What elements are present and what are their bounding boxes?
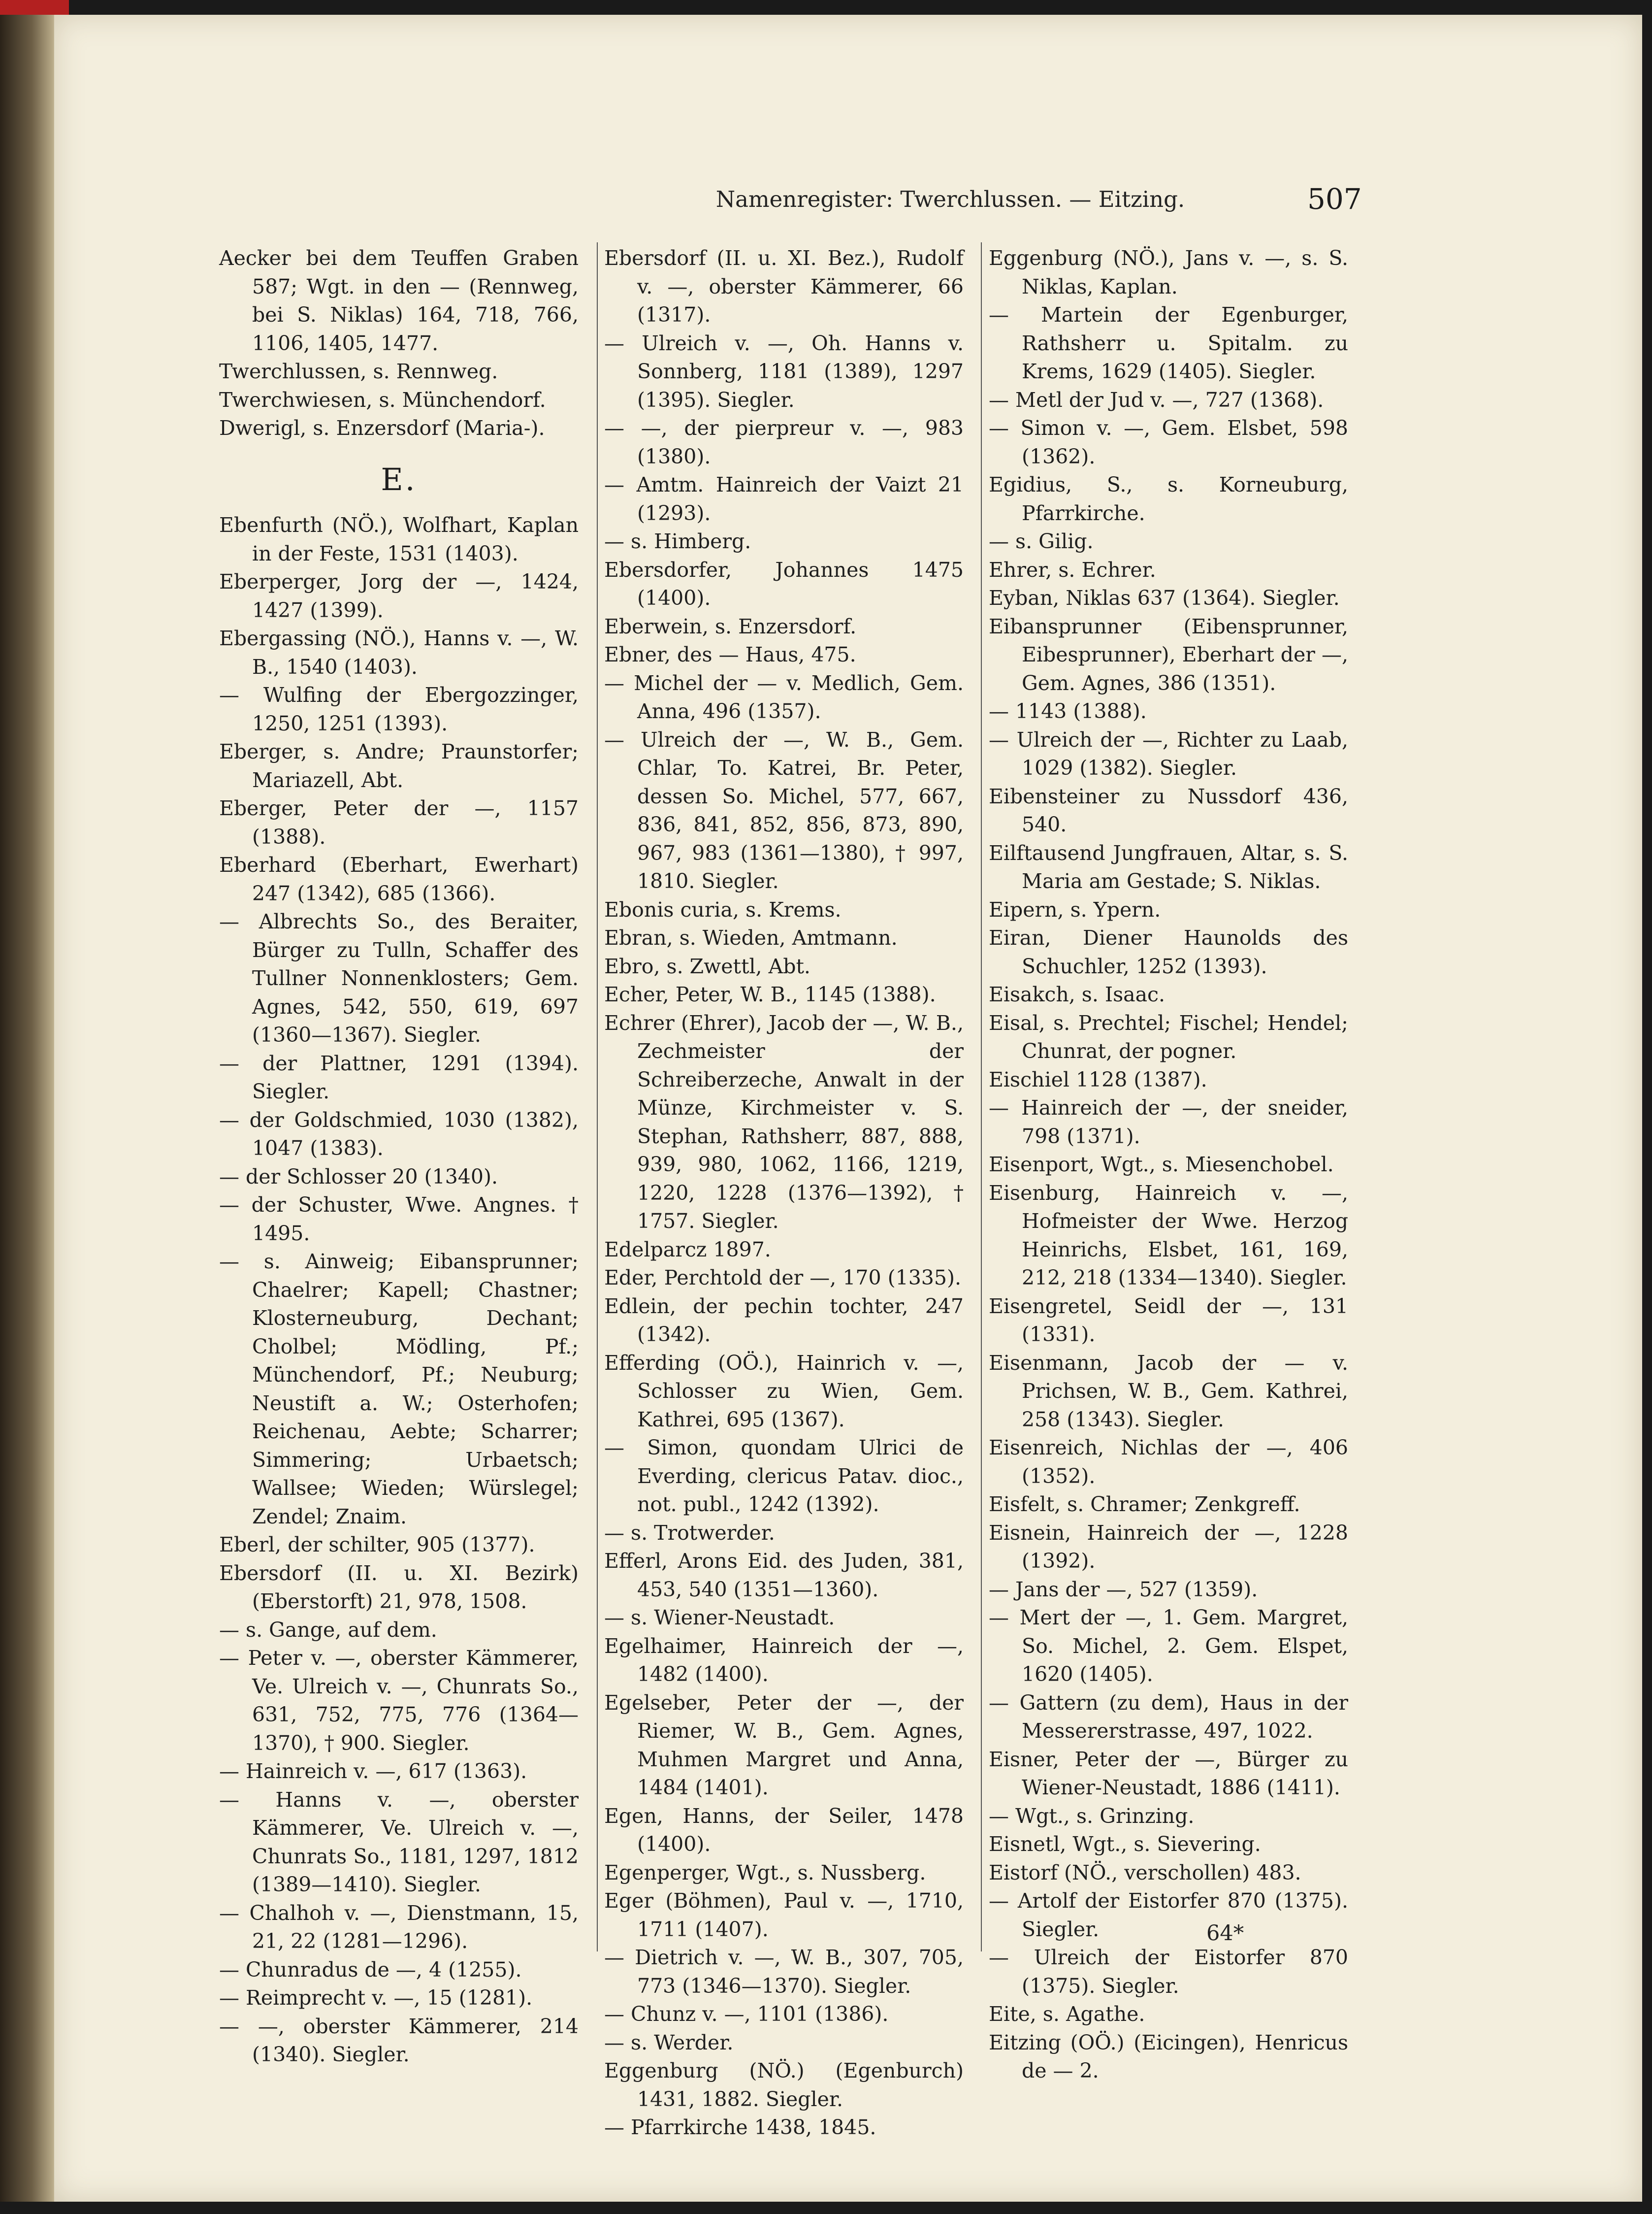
index-entry: Ebro, s. Zwettl, Abt. — [604, 954, 810, 978]
index-entry: Eggenburg (NÖ.), Jans v. —, s. S. Niklas, Kaplan. — [989, 246, 1348, 298]
index-entry: Ebersdorf (II. u. XI. Bez.), Rudolf v. —, oberster Kämmerer, 66 (1317). — [604, 246, 964, 327]
index-entry: Eite, s. Agathe. — [989, 2002, 1145, 2026]
index-entry: Eberger, Peter der —, 1157 (1388). — [219, 796, 579, 849]
index-entry: Eibansprunner (Eibensprunner, Eibesprunner), Eberhart der —, Gem. Agnes, 386 (1351). — [989, 614, 1348, 695]
index-entry: Eitzing (OÖ.) (Eicingen), Henricus de — 2. — [989, 2030, 1348, 2082]
index-entry: Eipern, s. Ypern. — [989, 897, 1161, 922]
index-entry: — s. Trotwerder. — [604, 1520, 775, 1545]
index-entry: Eisfelt, s. Chramer; Zenkgreff. — [989, 1492, 1300, 1516]
index-entry: — Ulreich v. —, Oh. Hanns v. Sonnberg, 1181 (1389), 1297 (1395). Siegler. — [604, 331, 964, 412]
index-entry: Eibensteiner zu Nussdorf 436, 540. — [989, 784, 1348, 836]
index-entry: — Hainreich der —, der sneider, 798 (1371). — [989, 1096, 1348, 1148]
column-2-entries — [604, 244, 964, 2142]
index-entry: — Chalhoh v. —, Dienstmann, 15, 21, 22 (1281—1296). — [219, 1901, 579, 1953]
index-entry: — Ulreich der Eistorfer 870 (1375). Siegler. — [989, 1946, 1348, 1998]
index-column-3 — [989, 244, 1348, 2085]
index-entry: Ebergassing (NÖ.), Hanns v. —, W. B., 1540 (1403). — [219, 627, 579, 679]
index-entry: Dwerigl, s. Enzersdorf (Maria-). — [219, 416, 545, 440]
index-entry: — s. Werder. — [604, 2030, 734, 2054]
index-entry: — Mert der —, 1. Gem. Margret, So. Michel, 2. Gem. Elspet, 1620 (1405). — [989, 1606, 1348, 1686]
index-entry: — Michel der — v. Medlich, Gem. Anna, 496 (1357). — [604, 671, 964, 723]
index-column-1 — [219, 244, 579, 2069]
index-entry: — Peter v. —, oberster Kämmerer, Ve. Ulreich v. —, Chunrats So., 631, 752, 775, 776 (1364—1370), † 900. Siegler. — [219, 1646, 579, 1755]
index-entry: Ebersdorfer, Johannes 1475 (1400). — [604, 558, 964, 610]
red-corner-mark — [0, 0, 69, 15]
index-entry: — Metl der Jud v. —, 727 (1368). — [989, 388, 1324, 412]
index-entry: Eberwein, s. Enzersdorf. — [604, 614, 857, 638]
index-entry: Eisnein, Hainreich der —, 1228 (1392). — [989, 1520, 1348, 1573]
index-entry: — Jans der —, 527 (1359). — [989, 1577, 1258, 1601]
index-entry: Eisenreich, Nichlas der —, 406 (1352). — [989, 1436, 1348, 1488]
index-entry: — der Schuster, Wwe. Angnes. † 1495. — [219, 1193, 579, 1245]
index-entry: — Gattern (zu dem), Haus in der Messererstrasse, 497, 1022. — [989, 1690, 1348, 1743]
index-entry: — Wulfing der Ebergozzinger, 1250, 1251 (1393). — [219, 683, 579, 735]
index-entry: Ehrer, s. Echrer. — [989, 558, 1156, 582]
index-entry: Eder, Perchtold der —, 170 (1335). — [604, 1266, 961, 1289]
index-entry: Eistorf (NÖ., verschollen) 483. — [989, 1860, 1301, 1884]
index-entry: Egelhaimer, Hainreich der —, 1482 (1400). — [604, 1634, 964, 1686]
index-entry: — Hainreich v. —, 617 (1363). — [219, 1759, 527, 1783]
index-entry: — 1143 (1388). — [989, 699, 1147, 723]
index-entry: Eisnetl, Wgt., s. Sievering. — [989, 1832, 1261, 1856]
index-entry: Eberhard (Eberhart, Ewerhart) 247 (1342), 685 (1366). — [219, 853, 579, 905]
index-entry: — s. Ainweig; Eibansprunner; Chaelrer; Kapell; Chastner; Klosterneuburg, Dechant; Cholbel; Mödling, Pf.; Münchendorf, Pf.; Neuburg; Neustift a. W.; Osterhofen; Reichenau, Aebte; Scharrer; Simmering; Urbaetsch; Wallsee; Wieden; Würslegel; Zendel; Znaim. — [219, 1250, 579, 1528]
index-entry: — Hanns v. —, oberster Kämmerer, Ve. Ulreich v. —, Chunrats So., 1181, 1297, 1812 (1389—1410). Siegler. — [219, 1787, 579, 1896]
index-entry: Eisenburg, Hainreich v. —, Hofmeister der Wwe. Herzog Heinrichs, Elsbet, 161, 169, 212, 218 (1334—1340). Siegler. — [989, 1181, 1348, 1289]
index-entry: Eisenmann, Jacob der — v. Prichsen, W. B., Gem. Kathrei, 258 (1343). Siegler. — [989, 1351, 1348, 1431]
index-entry: — der Plattner, 1291 (1394). Siegler. — [219, 1051, 579, 1103]
index-entry: — Albrechts So., des Beraiter, Bürger zu Tulln, Schaffer des Tullner Nonnenklosters; Gem. Agnes, 542, 550, 619, 697 (1360—1367). Siegler. — [219, 910, 579, 1047]
index-column-2 — [604, 244, 964, 2142]
index-entry: — Pfarrkirche 1438, 1845. — [604, 2115, 876, 2139]
index-entry: — s. Himberg. — [604, 529, 751, 553]
index-entry: — Amtm. Hainreich der Vaizt 21 (1293). — [604, 473, 964, 525]
index-entry: — s. Gange, auf dem. — [219, 1618, 437, 1642]
index-entry: Eischiel 1128 (1387). — [989, 1067, 1207, 1091]
index-entry: Egenperger, Wgt., s. Nussberg. — [604, 1860, 926, 1884]
index-entry: Egidius, S., s. Korneuburg, Pfarrkirche. — [989, 473, 1348, 525]
index-entry: Echrer (Ehrer), Jacob der —, W. B., Zechmeister der Schreiberzeche, Anwalt in der Münze, Kirchmeister v. S. Stephan, Rathsherr, 887, 888, 939, 980, 1062, 1166, 1219, 1220, 1228 (1376—1392), † 1757. Siegler. — [604, 1011, 964, 1233]
column-1-entries-after — [219, 511, 579, 2069]
index-entry: Efferl, Arons Eid. des Juden, 381, 453, 540 (1351—1360). — [604, 1549, 964, 1601]
index-entry: — Simon v. —, Gem. Elsbet, 598 (1362). — [989, 416, 1348, 468]
index-entry: Edlein, der pechin tochter, 247 (1342). — [604, 1294, 964, 1346]
index-entry: — s. Wiener-Neustadt. — [604, 1606, 835, 1629]
index-entry: Twerchlussen, s. Rennweg. — [219, 360, 498, 383]
book-binding — [0, 15, 58, 2202]
index-entry: Egelseber, Peter der —, der Riemer, W. B., Gem. Agnes, Muhmen Margret und Anna, 1484 (1401). — [604, 1690, 964, 1799]
index-entry: Ebonis curia, s. Krems. — [604, 897, 842, 922]
index-entry: Ebran, s. Wieden, Amtmann. — [604, 926, 898, 950]
index-entry: Eiran, Diener Haunolds des Schuchler, 1252 (1393). — [989, 926, 1348, 978]
index-entry: Egen, Hanns, der Seiler, 1478 (1400). — [604, 1804, 964, 1856]
index-entry: Ebenfurth (NÖ.), Wolfhart, Kaplan in der Feste, 1531 (1403). — [219, 513, 579, 565]
index-entry: — Simon, quondam Ulrici de Everding, clericus Patav. dioc., not. publ., 1242 (1392). — [604, 1436, 964, 1516]
index-entry: Eberl, der schilter, 905 (1377). — [219, 1533, 535, 1556]
index-entry: Eisenport, Wgt., s. Miesenchobel. — [989, 1153, 1334, 1176]
column-1-entries — [219, 244, 579, 443]
index-entry: Twerchwiesen, s. Münchendorf. — [219, 388, 546, 412]
index-entry: — —, oberster Kämmerer, 214 (1340). Siegler. — [219, 2014, 579, 2066]
index-entry: Echer, Peter, W. B., 1145 (1388). — [604, 983, 936, 1006]
index-entry: Eberger, s. Andre; Praunstorfer; Mariazell, Abt. — [219, 740, 579, 792]
index-entry: Eisal, s. Prechtel; Fischel; Hendel; Chunrat, der pogner. — [989, 1011, 1348, 1063]
index-entry: Eger (Böhmen), Paul v. —, 1710, 1711 (1407). — [604, 1889, 964, 1941]
index-entry: — Artolf der Eistorfer 870 (1375). Siegler. — [989, 1889, 1348, 1941]
index-entry: Eisakch, s. Isaac. — [989, 983, 1166, 1006]
column-3-entries — [989, 244, 1348, 2085]
index-entry: Eisengretel, Seidl der —, 131 (1331). — [989, 1294, 1348, 1346]
column-rule-left — [597, 242, 598, 1951]
index-entry: — Dietrich v. —, W. B., 307, 705, 773 (1346—1370). Siegler. — [604, 1946, 964, 1998]
index-entry: Eilftausend Jungfrauen, Altar, s. S. Maria am Gestade; S. Niklas. — [989, 841, 1348, 893]
index-entry: Efferding (OÖ.), Hainrich v. —, Schlosser zu Wien, Gem. Kathrei, 695 (1367). — [604, 1351, 964, 1431]
index-entry: Eisner, Peter der —, Bürger zu Wiener-Neustadt, 1886 (1411). — [989, 1747, 1348, 1799]
index-entry: Ebner, des — Haus, 475. — [604, 643, 856, 666]
index-entry: — Reimprecht v. —, 15 (1281). — [219, 1986, 533, 2010]
index-entry: — der Goldschmied, 1030 (1382), 1047 (1383). — [219, 1108, 579, 1160]
index-entry: Eberperger, Jorg der —, 1424, 1427 (1399). — [219, 570, 579, 622]
column-rule-right — [981, 242, 982, 1951]
index-entry: Edelparcz 1897. — [604, 1237, 771, 1261]
index-entry: Aecker bei dem Teuffen Graben 587; Wgt. in den — (Rennweg, bei S. Niklas) 164, 718, 766, 1106, 1405, 1477. — [219, 246, 579, 355]
index-entry: — Chunz v. —, 1101 (1386). — [604, 2002, 889, 2026]
index-entry: Ebersdorf (II. u. XI. Bezirk) (Eberstorft) 21, 978, 1508. — [219, 1561, 579, 1613]
index-entry: — —, der pierpreur v. —, 983 (1380). — [604, 416, 964, 468]
signature-mark: 64* — [1206, 1921, 1244, 1946]
running-title: Namenregister: Twerchlussen. — Eitzing. — [715, 186, 1185, 212]
index-entry: — Ulreich der —, W. B., Gem. Chlar, To. Katrei, Br. Peter, dessen So. Michel, 577, 667, 836, 841, 852, 856, 873, 890, 967, 983 (1361—1380), † 997, 1810. Siegler. — [604, 727, 964, 893]
index-entry: — Wgt., s. Grinzing. — [989, 1804, 1195, 1828]
index-entry: — Ulreich der —, Richter zu Laab, 1029 (1382). Siegler. — [989, 727, 1348, 780]
index-entry: — der Schlosser 20 (1340). — [219, 1164, 498, 1189]
index-entry: — Martein der Egenburger, Rathsherr u. Spitalm. zu Krems, 1629 (1405). Siegler. — [989, 303, 1348, 383]
index-entry: — s. Gilig. — [989, 529, 1094, 553]
section-letter: E. — [381, 461, 417, 497]
index-entry: — Chunradus de —, 4 (1255). — [219, 1957, 522, 1982]
index-entry: Eyban, Niklas 637 (1364). Siegler. — [989, 586, 1340, 610]
page-number: 507 — [1307, 182, 1362, 216]
index-entry: Eggenburg (NÖ.) (Egenburch) 1431, 1882. Siegler. — [604, 2059, 964, 2111]
